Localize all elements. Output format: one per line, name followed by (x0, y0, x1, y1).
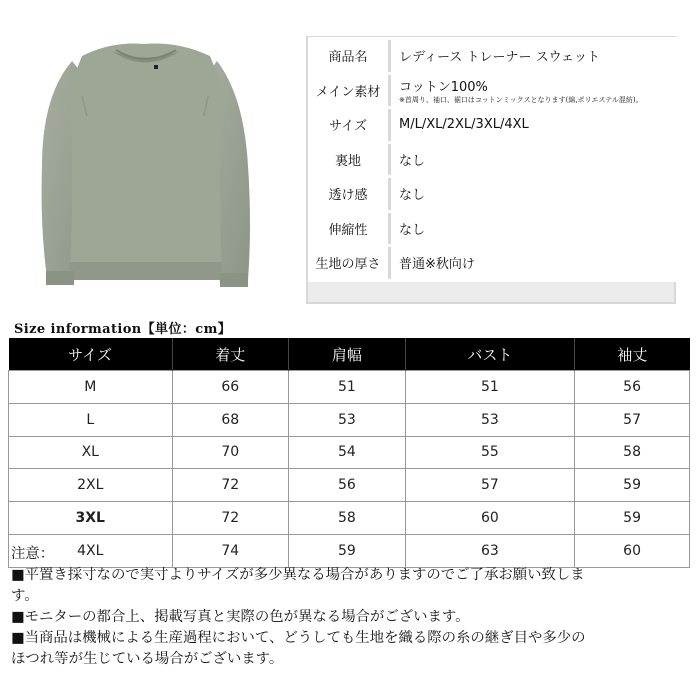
product-section (0, 0, 700, 317)
table-row (9, 502, 690, 535)
table-cell: 63 (405, 534, 575, 567)
size-cell: M (9, 371, 173, 404)
header-cell: バスト (405, 338, 575, 371)
spec-label: メイン素材 (308, 75, 391, 107)
size-cell: 3XL (9, 502, 173, 535)
spec-value: 普通※秋向け (391, 247, 676, 279)
spec-value: レディース トレーナー スウェット (391, 40, 676, 72)
table-cell: 57 (575, 403, 690, 436)
table-cell: 74 (172, 534, 289, 567)
table-cell: 59 (289, 534, 406, 567)
size-caption: Size information【単位：cm】 (14, 322, 232, 337)
table-cell: 58 (289, 502, 406, 535)
size-table (8, 338, 690, 568)
spec-row (308, 75, 676, 107)
sweatshirt-image (12, 26, 282, 316)
table-cell: 72 (172, 502, 289, 535)
header-cell: 着丈 (172, 338, 289, 371)
spec-row (308, 213, 676, 245)
spec-label: 伸縮性 (308, 213, 391, 245)
table-cell: 72 (172, 469, 289, 502)
note-line: ■モニターの都合上、掲載写真と実際の色が異なる場合がございます。 (11, 609, 470, 625)
notes-heading: 注意： (11, 546, 55, 562)
table-row (9, 436, 690, 469)
size-cell: 4XL (9, 534, 173, 567)
size-cell: L (9, 403, 173, 436)
spec-row (308, 178, 676, 210)
table-cell: 60 (575, 534, 690, 567)
note-line: ■平置き採寸なので実寸よりサイズが多少異なる場合がありますのでご了承お願い致しま (11, 567, 585, 583)
note-line: す。 (11, 588, 39, 604)
spec-label: サイズ (308, 109, 391, 141)
table-row (9, 469, 690, 502)
table-cell: 51 (405, 371, 575, 404)
spec-value: なし (391, 144, 676, 176)
size-table-header (9, 338, 690, 371)
notes-section (11, 544, 691, 670)
table-cell: 56 (289, 469, 406, 502)
spec-value: なし (391, 213, 676, 245)
table-row (9, 403, 690, 436)
note-line: ■当商品は機械による生産過程において、どうしても生地を織る際の糸の継ぎ目や多少の (11, 630, 586, 646)
spec-label: 商品名 (308, 40, 391, 72)
table-cell: 56 (575, 371, 690, 404)
spec-label: 生地の厚さ (308, 247, 391, 279)
table-cell: 58 (575, 436, 690, 469)
size-cell: XL (9, 436, 173, 469)
table-cell: 57 (405, 469, 575, 502)
spec-table (308, 37, 676, 282)
table-cell: 59 (575, 502, 690, 535)
table-cell: 68 (172, 403, 289, 436)
header-cell: サイズ (9, 338, 173, 371)
table-cell: 59 (575, 469, 690, 502)
spec-value-cell (391, 75, 676, 107)
table-cell: 70 (172, 436, 289, 469)
table-cell: 54 (289, 436, 406, 469)
table-cell: 55 (405, 436, 575, 469)
spec-value: なし (391, 178, 676, 210)
table-cell: 53 (289, 403, 406, 436)
spec-row (308, 109, 676, 141)
spec-label: 裏地 (308, 144, 391, 176)
table-cell: 60 (405, 502, 575, 535)
spec-value: M/L/XL/2XL/3XL/4XL (391, 109, 676, 141)
header-cell: 袖丈 (575, 338, 690, 371)
spec-label: 透け感 (308, 178, 391, 210)
spec-value: コットン100% (399, 79, 488, 95)
table-row (9, 371, 690, 404)
spec-note: ※首周り、袖口、裾口はコットンミックスとなります(綿,ポリエステル混紡)。 (399, 95, 643, 104)
table-cell: 66 (172, 371, 289, 404)
spec-row (308, 40, 676, 72)
note-line: ほつれ等が生じている場合がございます。 (11, 651, 284, 667)
spec-row (308, 144, 676, 176)
spec-row (308, 247, 676, 279)
table-cell: 51 (289, 371, 406, 404)
size-cell: 2XL (9, 469, 173, 502)
table-cell: 53 (405, 403, 575, 436)
header-cell: 肩幅 (289, 338, 406, 371)
